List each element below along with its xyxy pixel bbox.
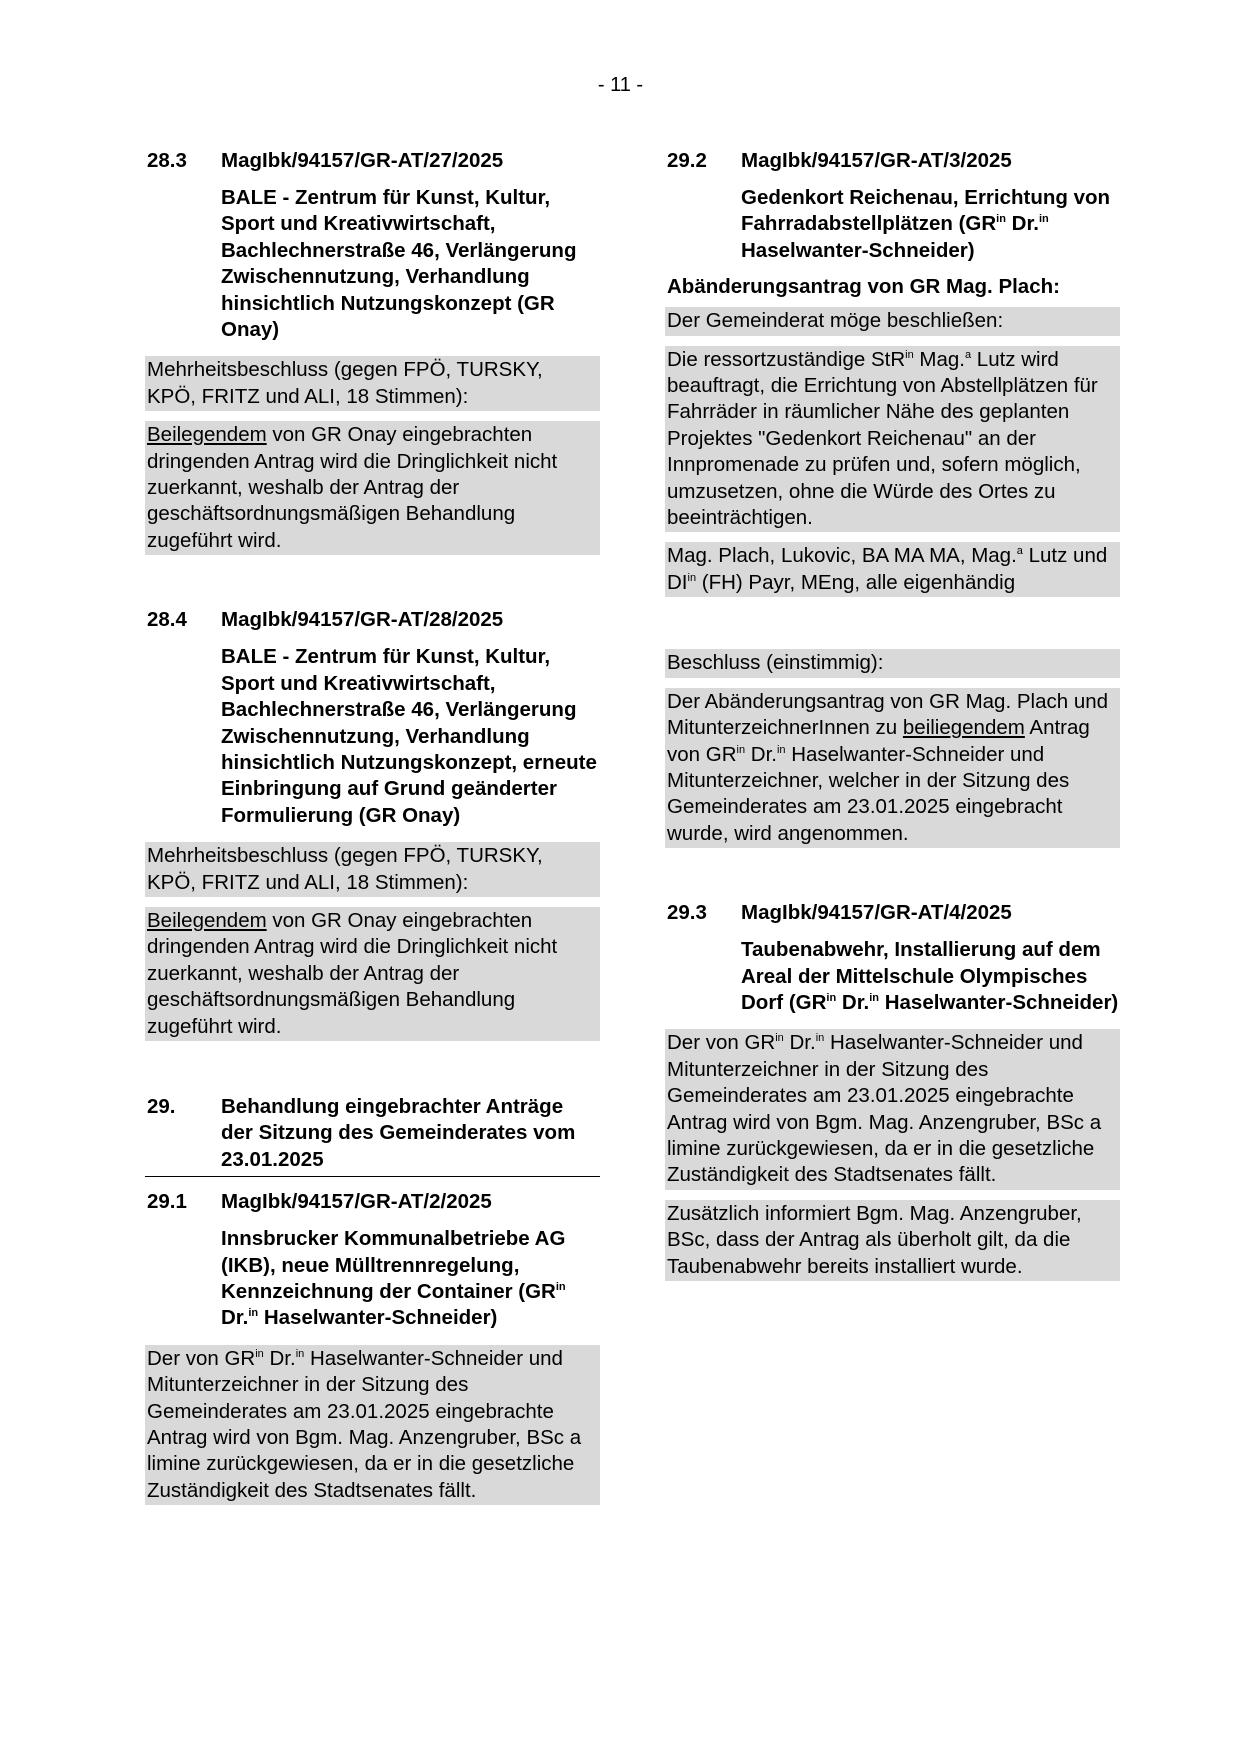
section-number: 29.: [147, 1094, 176, 1118]
file-reference: MagIbk/94157/GR-AT/3/2025: [741, 149, 1012, 172]
section-28-4: [145, 607, 600, 1041]
section-number: 29.2: [667, 149, 707, 172]
section-title: BALE - Zentrum für Kunst, Kultur, Sport und Kreativwirtschaft, Bachlechnerstraße 46, Verlängerung Zwischennutzung, Verhandlung hinsichtlich Nutzungskonzept, erneute Einbringung auf Grund geänderter Formulierung (GR Onay): [221, 645, 597, 827]
resolution-text: Beilegendem von GR Onay eingebrachten dringenden Antrag wird die Dringlichkeit nicht zuerkannt, weshalb der Antrag der geschäftsordnungsmäßigen Behandlung zugeführt wird.: [145, 907, 600, 1041]
file-reference: MagIbk/94157/GR-AT/28/2025: [221, 608, 504, 632]
vote-result: Mehrheitsbeschluss (gegen FPÖ, TURSKY, KPÖ, FRITZ und ALI, 18 Stimmen):: [145, 356, 600, 411]
section-29: [145, 1094, 600, 1177]
vote-result: Mehrheitsbeschluss (gegen FPÖ, TURSKY, KPÖ, FRITZ und ALI, 18 Stimmen):: [145, 842, 600, 897]
section-title: Taubenabwehr, Installierung auf dem Areal der Mittelschule Olympisches Dorf ($GR^{in}$ Dr.$^{in}$ Haselwanter-Schneider): [741, 938, 1119, 1014]
file-reference: MagIbk/94157/GR-AT/2/2025: [221, 1190, 492, 1214]
section-heading: [145, 1094, 600, 1173]
right-column: [665, 148, 1120, 1281]
section-29-3: [665, 900, 1120, 1281]
section-29-1: [145, 1189, 600, 1505]
section-number: 28.4: [147, 608, 187, 632]
resolution-text: Der von $GR^{in}$ Dr.$^{in}$ Haselwanter-Schneider und Mitunterzeichner in der Sitzung des Gemeinderates am 23.01.2025 eingebrachte Antrag wird von Bgm. Mag. Anzengruber, BSc a limine zurückgewiesen, da er in die gesetzliche Zuständigkeit des Stadtsenates fällt.: [665, 1029, 1120, 1189]
attachment-link-text: Beilegendem: [147, 423, 267, 447]
signatories: Mag. Plach, Lukovic, BA MA MA, Mag.$^a$ Lutz und $DI^{in}$ (FH) Payr, MEng, alle eigenhändig: [665, 542, 1120, 597]
section-title: Gedenkort Reichenau, Errichtung von Fahrradabstellplätzen ($GR^{in}$ Dr.$^{in}$ Haselwanter-Schneider): [741, 186, 1111, 262]
motion-request: Die ressortzuständige StR$^{in}$ Mag.$^a$ Lutz wird beauftragt, die Errichtung von Abstellplätzen für Fahrräder in räumlicher Nähe des geplanten Projektes "Gedenkort Reichenau" an der Innpromenade zu prüfen und, sofern möglich, umzusetzen, ohne die Würde des Ortes zu beeinträchtigen.: [665, 346, 1120, 533]
file-reference: MagIbk/94157/GR-AT/27/2025: [221, 149, 504, 172]
attachment-link-text: beiliegendem: [902, 716, 1025, 740]
section-29-2: [665, 148, 1120, 848]
amendment-heading: Abänderungsantrag von GR Mag. Plach:: [667, 275, 1060, 299]
resolution-text: Beilegendem von GR Onay eingebrachten dringenden Antrag wird die Dringlichkeit nicht zuerkannt, weshalb der Antrag der geschäftsordnungsmäßigen Behandlung zugeführt wird.: [145, 421, 600, 555]
section-title: Behandlung eingebrachter Anträge der Sitzung des Gemeinderates vom 23.01.2025: [221, 1094, 576, 1171]
section-heading: [145, 148, 600, 174]
section-title: Innsbrucker Kommunalbetriebe AG (IKB), neue Mülltrennregelung, Kennzeichnung der Container ($GR^{in}$ Dr.$^{in}$ Haselwanter-Schneider): [221, 1227, 566, 1330]
attachment-link-text: Beilegendem: [147, 908, 267, 932]
additional-note: Zusätzlich informiert Bgm. Mag. Anzengruber, BSc, dass der Antrag als überholt gilt, da die Taubenabwehr bereits installiert wurde.: [665, 1200, 1120, 1281]
resolution-text: Der Abänderungsantrag von GR Mag. Plach und MitunterzeichnerInnen zu beiliegendem Antrag von $GR^{in}$ Dr.$^{in}$ Haselwanter-Schneider und Mitunterzeichner, welcher in der Sitzung des Gemeinderates am 23.01.2025 eingebracht wurde, wird angenommen.: [665, 688, 1120, 848]
vote-result: Beschluss (einstimmig):: [665, 649, 1120, 677]
page-number: - 11 -: [597, 74, 644, 96]
section-number: 28.3: [147, 149, 187, 172]
file-reference: MagIbk/94157/GR-AT/4/2025: [741, 901, 1012, 925]
council-motion: Der Gemeinderat möge beschließen:: [665, 307, 1120, 335]
section-heading: [145, 607, 600, 633]
section-number: 29.1: [147, 1190, 187, 1214]
left-column: [145, 148, 600, 1505]
section-28-3: [145, 148, 600, 555]
resolution-text: Der von $GR^{in}$ Dr.$^{in}$ Haselwanter-Schneider und Mitunterzeichner in der Sitzung des Gemeinderates am 23.01.2025 eingebrachte Antrag wird von Bgm. Mag. Anzengruber, BSc a limine zurückgewiesen, da er in die gesetzliche Zuständigkeit des Stadtsenates fällt.: [145, 1345, 600, 1505]
section-heading: [145, 1189, 600, 1215]
section-heading: [665, 900, 1120, 926]
section-title: BALE - Zentrum für Kunst, Kultur, Sport und Kreativwirtschaft, Bachlechnerstraße 46, Verlängerung Zwischennutzung, Verhandlung hinsichtlich Nutzungskonzept (GR Onay): [221, 186, 577, 342]
section-number: 29.3: [667, 901, 707, 925]
section-heading: [665, 148, 1120, 174]
